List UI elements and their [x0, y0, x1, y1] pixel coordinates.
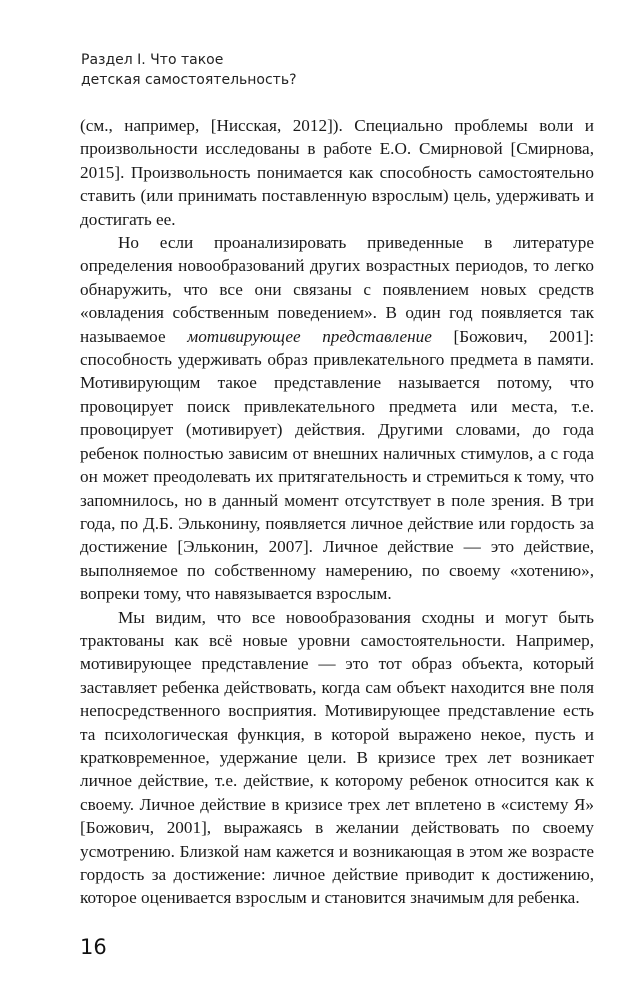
running-head: [81, 50, 381, 90]
body-text: [80, 114, 594, 910]
page-number: 16: [80, 935, 107, 959]
paragraph-2-text-end: [Божович, 2001]: способность удерживать образ привлекательного предмета в памяти. Мотивирующим такое представление называется потому, что провоцирует поиск привлекательного предмета или места, т.е. провоцирует (мотивирует) действия. Другими словами, до года ребенок полностью зависим от внешних наличных стимулов, а с года он может преодолевать их притягательность и стремиться к тому, что запомнилось, но в данный момент отсутствует в поле зрения. В три года, по Д.Б. Эльконину, появляется личное действие или гордость за достижение [Эльконин, 2007]. Личное действие — это действие, выполняемое по собственному намерению, по своему «хотению», вопреки тому, что навязывается взрослым.: [80, 326, 594, 604]
paragraph-1: (см., например, [Нисская, 2012]). Специально проблемы воли и произвольности исследованы в работе Е.О. Смирновой [Смирнова, 2015]. Произвольность понимается как способность самостоятельно ставить (или принимать поставленную взрослым) цель, удерживать и достигать ее.: [80, 116, 594, 229]
paragraph-3: Мы видим, что все новообразования сходны и могут быть трактованы как всё новые уровни самостоятельности. Например, мотивирующее представление — это тот образ объекта, который заставляет ребенка действовать, когда сам объект находится вне поля непосредственного восприятия. Мотивирующее представление есть та психологическая функция, в которой выражено некое, пусть и кратковременное, удержание цели. В кризисе трех лет возникает личное действие, т.е. действие, к которому ребенок относится как к своему. Личное действие в кризисе трех лет вплетено в «систему Я» [Божович, 2001], выражаясь в желании действовать по своему усмотрению. Близкой нам кажется и возникающая в этом же возрасте гордость за достижение: личное действие приводит к достижению, которое оценивается взрослым и становится значимым для ребенка.: [80, 607, 594, 908]
italic-term: мотивирующее представление: [187, 326, 432, 346]
paragraph-2-text-start: Но если проанализировать приведенные в литературе определения новообразований других возрастных периодов, то легко обнаружить, что все они связаны с появлением новых средств «овладения собственным поведением». В один год появляется так называемое: [80, 233, 594, 346]
running-head-line-1: Раздел I. Что такое: [81, 52, 224, 68]
running-head-line-2: детская самостоятельность?: [81, 72, 297, 88]
paragraph-2: [80, 231, 594, 606]
